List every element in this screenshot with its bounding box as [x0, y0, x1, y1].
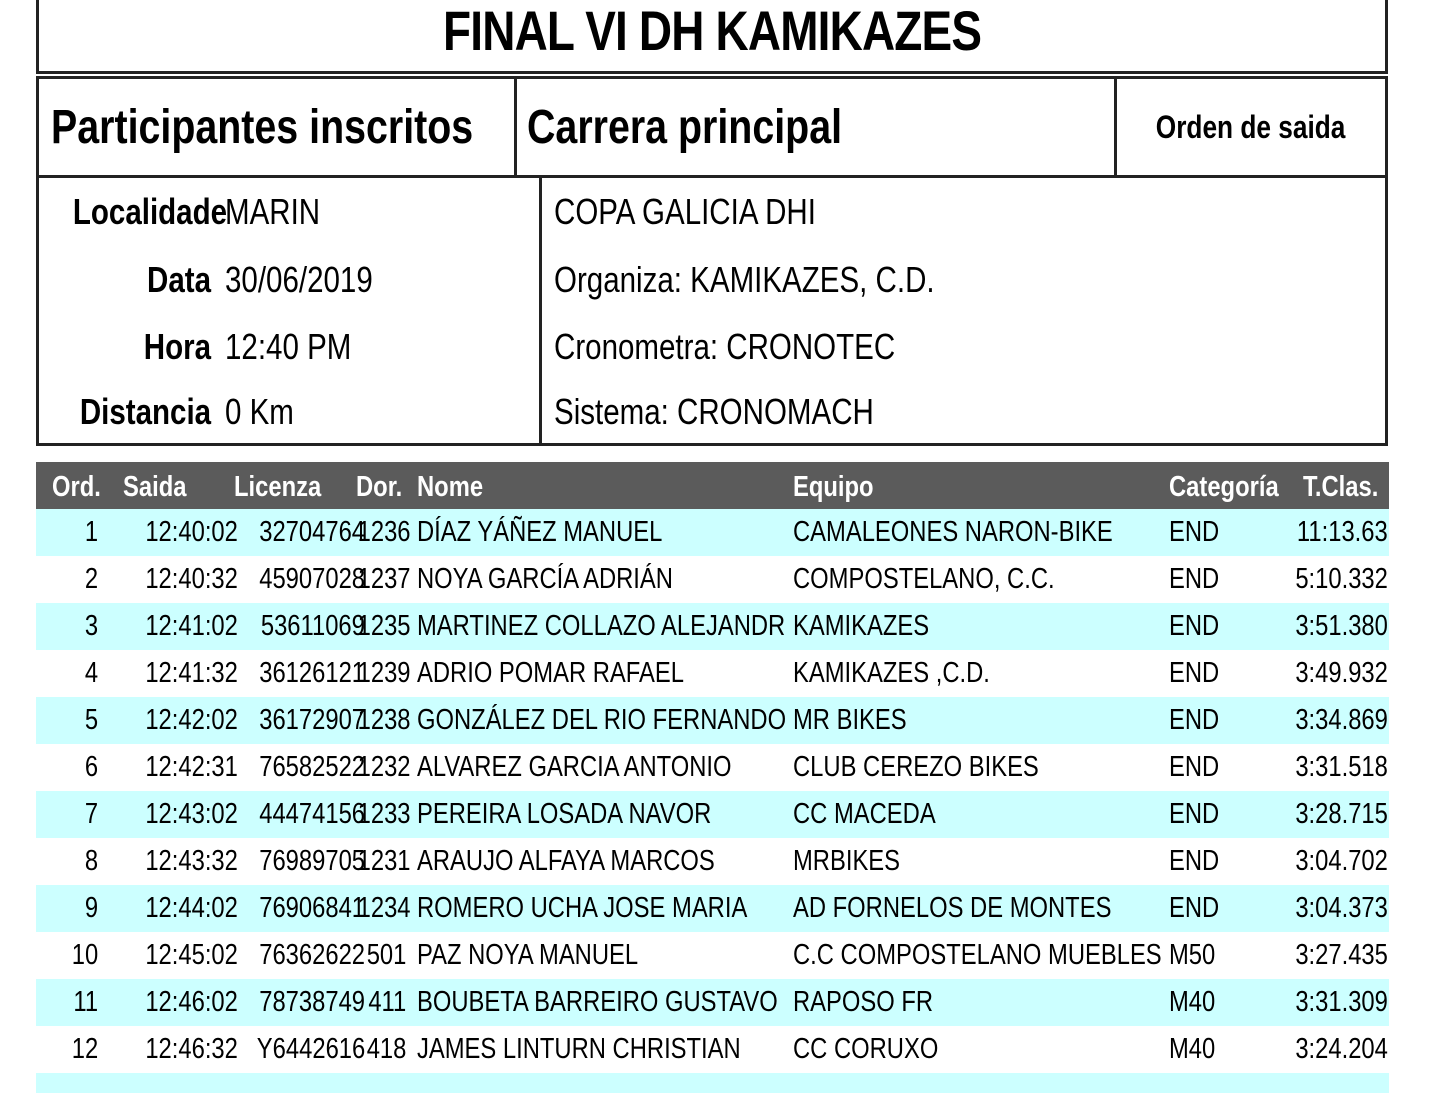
document-title: FINAL VI DH KAMIKAZES [442, 0, 982, 62]
cell-tclas: 3:31.309 [1295, 986, 1388, 1018]
cell-equipo: CC CORUXO [793, 1033, 939, 1065]
cell-saida: 12:46:32 [145, 1033, 238, 1065]
cell-equipo: COMPOSTELANO, C.C. [793, 563, 1055, 595]
localidade-label: Localidade [72, 191, 228, 232]
cell-equipo: KAMIKAZES ,C.D. [793, 657, 990, 689]
hora-value: 12:40 PM [225, 326, 352, 367]
cell-categoria: END [1169, 657, 1220, 689]
cell-tclas: 3:04.373 [1295, 892, 1388, 924]
cell-nome: GONZÁLEZ DEL RIO FERNANDO [417, 704, 787, 736]
cronometra-text: Cronometra: CRONOTEC [554, 326, 896, 367]
cell-licenza: 32704764 [259, 516, 365, 548]
cell-tclas: 3:24.204 [1295, 1033, 1388, 1065]
cell-nome: ALVAREZ GARCIA ANTONIO [417, 751, 732, 783]
data-value: 30/06/2019 [225, 259, 373, 300]
column-header-dor: Dor. [356, 471, 403, 503]
cell-ord: 12 [71, 1033, 98, 1065]
cell-dor: 1233 [357, 798, 411, 830]
cell-saida: 12:42:31 [145, 751, 238, 783]
cell-nome: MARTINEZ COLLAZO ALEJANDR [417, 610, 786, 642]
cell-saida: 12:41:32 [145, 657, 238, 689]
cell-tclas: 3:27.435 [1295, 939, 1388, 971]
cell-licenza: 76906841 [259, 892, 365, 924]
cell-ord: 2 [84, 563, 98, 595]
cell-saida: 12:43:02 [145, 798, 238, 830]
cell-tclas: 3:04.702 [1295, 845, 1388, 877]
cell-dor: 1234 [357, 892, 411, 924]
cell-equipo: CAMALEONES NARON-BIKE [793, 516, 1113, 548]
cell-ord: 4 [84, 657, 98, 689]
cell-dor: 501 [366, 939, 406, 971]
column-header-categoria: Categoría [1169, 471, 1279, 503]
cell-ord: 7 [84, 798, 98, 830]
cell-equipo: AD FORNELOS DE MONTES [793, 892, 1112, 924]
distancia-value: 0 Km [225, 391, 294, 432]
localidade-row [39, 192, 539, 232]
cell-nome: ARAUJO ALFAYA MARCOS [417, 845, 715, 877]
column-header-tclas: T.Clas. [1303, 471, 1379, 503]
document-title-box [36, 0, 1388, 74]
cell-equipo: C.C COMPOSTELANO MUEBLES [793, 939, 1162, 971]
table-row [36, 791, 1389, 838]
cell-licenza: 36172907 [259, 704, 365, 736]
event-details [39, 176, 542, 443]
cell-nome: PAZ NOYA MANUEL [417, 939, 639, 971]
hora-row [39, 327, 539, 367]
cell-ord: 9 [84, 892, 98, 924]
cell-licenza: 53611069 [260, 610, 365, 642]
table-row [36, 932, 1389, 979]
race-header [517, 79, 1117, 175]
order-header [1117, 79, 1385, 175]
cell-licenza: 76582522 [259, 751, 365, 783]
cell-nome: NOYA GARCÍA ADRIÁN [417, 563, 673, 595]
cell-tclas: 5:10.332 [1295, 563, 1388, 595]
table-header [36, 462, 1389, 509]
cell-nome: BOUBETA BARREIRO GUSTAVO [417, 986, 778, 1018]
cell-saida: 12:40:32 [145, 563, 238, 595]
cell-saida: 12:40:02 [145, 516, 238, 548]
distancia-label: Distancia [79, 391, 211, 432]
cell-licenza: Y6442616 [256, 1033, 365, 1065]
cell-dor: 411 [368, 986, 406, 1018]
cell-dor: 1232 [357, 751, 411, 783]
header-row [36, 76, 1388, 178]
column-header-nome: Nome [417, 471, 484, 503]
cell-equipo: CC MACEDA [793, 798, 936, 830]
cell-dor: 418 [366, 1033, 406, 1065]
event-info-box [36, 176, 1388, 446]
cell-ord: 10 [71, 939, 98, 971]
cell-saida: 12:42:02 [145, 704, 238, 736]
cell-ord: 3 [84, 610, 98, 642]
cell-saida: 12:45:02 [145, 939, 238, 971]
cell-saida: 12:46:02 [145, 986, 238, 1018]
cell-categoria: END [1169, 516, 1220, 548]
cell-nome: ADRIO POMAR RAFAEL [417, 657, 684, 689]
cell-saida: 12:44:02 [145, 892, 238, 924]
cell-ord: 8 [84, 845, 98, 877]
cell-equipo: CLUB CEREZO BIKES [793, 751, 1039, 783]
cell-licenza: 76362622 [259, 939, 365, 971]
participants-table [36, 462, 1389, 1093]
cell-categoria: M50 [1169, 939, 1216, 971]
hora-label: Hora [143, 326, 211, 367]
race-label: Carrera principal [527, 100, 843, 154]
cell-saida: 12:43:32 [145, 845, 238, 877]
table-row [36, 697, 1389, 744]
table-row-partial [36, 1073, 1389, 1093]
event-organization [542, 176, 1385, 443]
table-row [36, 979, 1389, 1026]
cell-ord: 5 [84, 704, 98, 736]
table-row [36, 744, 1389, 791]
order-label: Orden de saida [1156, 108, 1346, 145]
cell-categoria: END [1169, 751, 1220, 783]
cell-categoria: M40 [1169, 1033, 1216, 1065]
column-header-equipo: Equipo [793, 471, 874, 503]
column-header-saida: Saida [123, 471, 187, 503]
table-row [36, 838, 1389, 885]
cell-nome: PEREIRA LOSADA NAVOR [417, 798, 712, 830]
cell-dor: 1235 [357, 610, 411, 642]
cell-ord: 6 [84, 751, 98, 783]
cell-equipo: MR BIKES [793, 704, 907, 736]
cell-tclas: 3:28.715 [1295, 798, 1388, 830]
cell-categoria: END [1169, 563, 1220, 595]
cell-ord: 11 [73, 986, 98, 1018]
cell-dor: 1237 [357, 563, 411, 595]
table-row [36, 885, 1389, 932]
table-row [36, 1026, 1389, 1073]
cell-dor: 1239 [357, 657, 411, 689]
cell-tclas: 3:34.869 [1295, 704, 1388, 736]
table-row [36, 556, 1389, 603]
cell-licenza: 36126121 [259, 657, 365, 689]
cell-saida: 12:41:02 [145, 610, 238, 642]
cell-categoria: END [1169, 704, 1220, 736]
cell-categoria: END [1169, 892, 1220, 924]
cell-dor: 1238 [357, 704, 411, 736]
cell-nome: DÍAZ YÁÑEZ MANUEL [417, 516, 663, 548]
table-body [36, 509, 1389, 1073]
table-row [36, 603, 1389, 650]
organiza-text: Organiza: KAMIKAZES, C.D. [554, 259, 935, 300]
participants-label: Participantes inscritos [51, 100, 474, 154]
cell-tclas: 11:13.63 [1297, 516, 1388, 548]
cell-categoria: END [1169, 610, 1220, 642]
data-label: Data [147, 259, 211, 300]
sistema-text: Sistema: CRONOMACH [554, 391, 874, 432]
cell-tclas: 3:49.932 [1295, 657, 1388, 689]
cell-licenza: 45907028 [259, 563, 365, 595]
cell-categoria: M40 [1169, 986, 1216, 1018]
cell-dor: 1231 [357, 845, 411, 877]
participants-header [39, 79, 517, 175]
localidade-value: MARIN [225, 191, 321, 232]
copa-text: COPA GALICIA DHI [554, 191, 816, 232]
data-row [39, 260, 539, 300]
cell-categoria: END [1169, 798, 1220, 830]
cell-licenza: 78738749 [259, 986, 365, 1018]
cell-equipo: RAPOSO FR [793, 986, 934, 1018]
column-header-ord: Ord. [52, 471, 101, 503]
cell-dor: 1236 [357, 516, 411, 548]
cell-tclas: 3:31.518 [1295, 751, 1388, 783]
cell-equipo: MRBIKES [793, 845, 901, 877]
cell-tclas: 3:51.380 [1295, 610, 1388, 642]
cell-categoria: END [1169, 845, 1220, 877]
cell-ord: 1 [84, 516, 98, 548]
column-header-licenza: Licenza [234, 471, 322, 503]
cell-licenza: 76989705 [259, 845, 365, 877]
distancia-row [39, 392, 539, 432]
cell-equipo: KAMIKAZES [793, 610, 930, 642]
table-row [36, 650, 1389, 697]
cell-nome: ROMERO UCHA JOSE MARIA [417, 892, 748, 924]
table-row [36, 509, 1389, 556]
cell-nome: JAMES LINTURN CHRISTIAN [417, 1033, 741, 1065]
cell-licenza: 44474156 [259, 798, 365, 830]
